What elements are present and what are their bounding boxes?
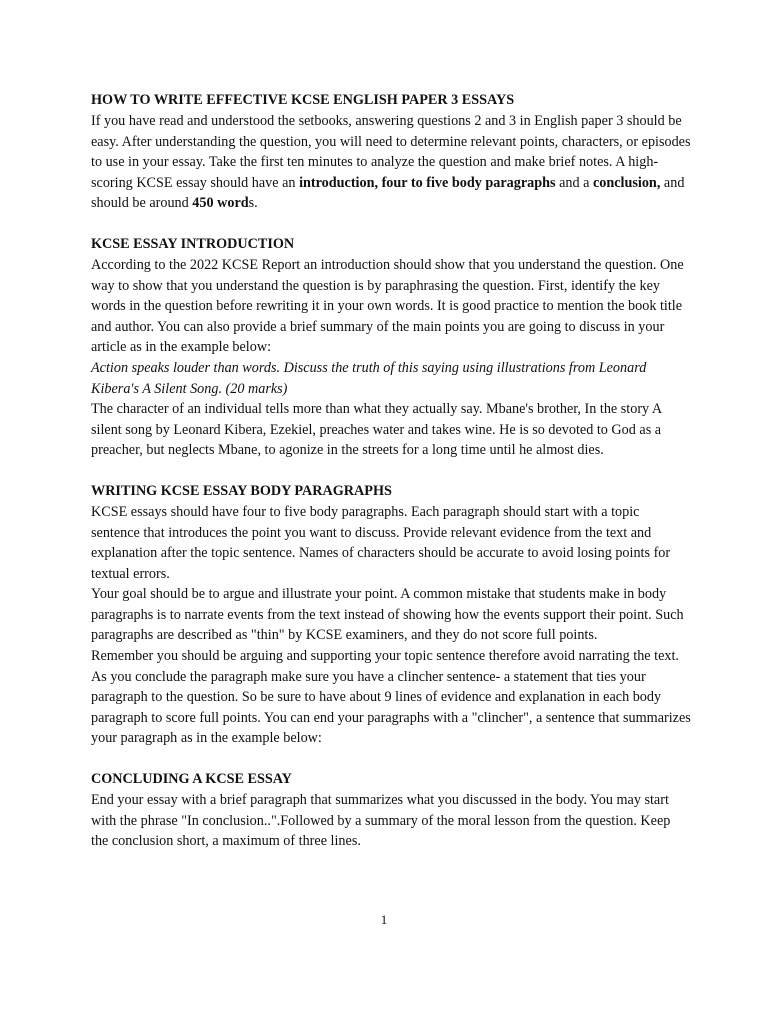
section-conclusion — [91, 769, 691, 852]
section-paragraph: Your goal should be to argue and illustrate your point. A common mistake that students make in body paragraphs is to narrate events from the text instead of showing how the events support their point. Such paragraphs are described as "thin" by KCSE examiners, and they do not score full points. — [91, 586, 684, 644]
intro-bold-1: introduction, four to five body paragraphs — [299, 174, 556, 191]
section-heading: WRITING KCSE ESSAY BODY PARAGRAPHS — [91, 482, 392, 499]
intro-text-3: and should be around — [91, 174, 685, 212]
section-paragraph: The character of an individual tells more than what they actually say. Mbane's brother, In the story A silent song by Leonard Kibera, Ezekiel, preaches water and takes wine. He is so devoted to God as a preacher, but neglects Mbane, to agonize in the streets for a long time until he almost dies. — [91, 401, 662, 459]
section-paragraph: According to the 2022 KCSE Report an introduction should show that you understand the question. One way to show that you understand the question is by paraphrasing the question. First, identify the key words in the question before rewriting it in your own words. It is good practice to mention the book title and author. You can also provide a brief summary of the main points you are going to discuss in your article as in the example below: — [91, 256, 684, 356]
document-page — [91, 90, 691, 852]
section-body-paragraphs — [91, 481, 691, 749]
intro-text-4: s. — [248, 195, 258, 212]
example-question: Action speaks louder than words. Discuss the truth of this saying using illustrations from Leonard Kibera's A Silent Song. (20 marks) — [91, 359, 647, 397]
section-gap — [91, 214, 691, 234]
intro-bold-3: 450 word — [192, 195, 249, 212]
section-introduction — [91, 234, 691, 461]
section-gap — [91, 461, 691, 481]
section-paragraph: End your essay with a brief paragraph that summarizes what you discussed in the body. You may start with the phrase "In conclusion..".Followed by a summary of the moral lesson from the question. Keep the conclusion short, a maximum of three lines. — [91, 792, 671, 850]
section-paragraph: Remember you should be arguing and supporting your topic sentence therefore avoid narrating the text. As you conclude the paragraph make sure you have a clincher sentence- a statement that ties your paragraph to the question. So be sure to have about 9 lines of evidence and explanation in each body paragraph to score full points. You can end your paragraphs with a "clincher", a sentence that summarizes your paragraph as in the example below: — [91, 648, 691, 747]
document-title: HOW TO WRITE EFFECTIVE KCSE ENGLISH PAPER 3 ESSAYS — [91, 92, 515, 108]
section-heading: KCSE ESSAY INTRODUCTION — [91, 235, 295, 252]
section-heading: CONCLUDING A KCSE ESSAY — [91, 771, 292, 788]
section-paragraph: KCSE essays should have four to five body paragraphs. Each paragraph should start with a topic sentence that introduces the point you want to discuss. Provide relevant evidence from the text and explanation after the topic sentence. Names of characters should be accurate to avoid losing points for textual errors. — [91, 503, 671, 582]
intro-bold-2: conclusion, — [592, 174, 661, 191]
section-gap — [91, 749, 691, 769]
intro-text-1: If you have read and understood the setbooks, answering questions 2 and 3 in English paper 3 should be easy. After understanding the question, you will need to determine relevant points, characters, or episodes to use in your essay. Take the first ten minutes to analyze the question and make brief notes. A high-scoring KCSE essay should have an — [91, 113, 691, 191]
page-number: 1 — [380, 912, 388, 927]
intro-text-2: and a — [555, 174, 593, 191]
intro-paragraph — [91, 111, 691, 214]
